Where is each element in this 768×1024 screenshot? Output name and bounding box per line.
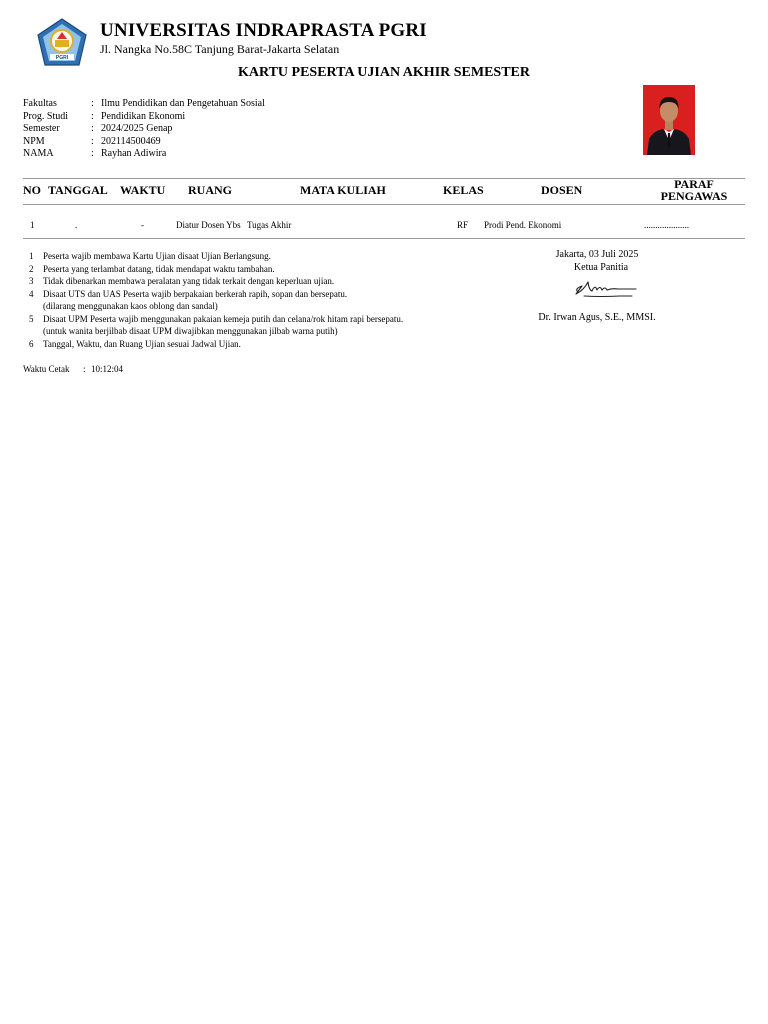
- row-ruang: Diatur Dosen Ybs: [176, 220, 241, 230]
- row-no: 1: [30, 220, 35, 230]
- info-row-semester: [23, 123, 265, 136]
- header-no: NO: [23, 183, 41, 197]
- rule-number: 1: [29, 251, 34, 261]
- university-address: Jl. Nangka No.58C Tanjung Barat-Jakarta Selatan: [100, 42, 340, 56]
- rule-item: [29, 275, 403, 288]
- rule-text: Tanggal, Waktu, dan Ruang Ujian sesuai Jadwal Ujian.: [43, 338, 241, 349]
- print-time-label: Waktu Cetak: [23, 364, 70, 374]
- signature-image: [570, 276, 642, 302]
- table-header-rule: [23, 204, 745, 205]
- row-waktu: -: [141, 220, 144, 230]
- info-value: Ilmu Pendidikan dan Pengetahuan Sosial: [101, 98, 265, 109]
- info-label: NAMA: [23, 148, 54, 159]
- header-paraf-pengawas: [652, 178, 736, 202]
- row-dosen: Prodi Pend. Ekonomi: [484, 220, 562, 230]
- rule-text: Peserta wajib membawa Kartu Ujian disaat Ujian Berlangsung.: [43, 251, 271, 261]
- info-value: Rayhan Adiwira: [101, 148, 167, 159]
- info-colon: :: [91, 123, 94, 134]
- signature-name: Dr. Irwan Agus, S.E., MMSI.: [538, 312, 656, 323]
- header-ruang: RUANG: [188, 183, 232, 197]
- row-tanggal: .: [75, 220, 78, 230]
- rule-number: 3: [29, 276, 34, 286]
- student-info: [23, 98, 265, 161]
- header-paraf-line2: PENGAWAS: [660, 189, 728, 203]
- rule-item: [29, 338, 403, 351]
- info-label: Prog. Studi: [23, 110, 69, 122]
- rule-text-block: [43, 313, 403, 338]
- table-top-rule: [23, 178, 745, 179]
- rule-item: [29, 288, 403, 313]
- rule-item: [29, 313, 403, 338]
- university-logo: [36, 18, 88, 68]
- rule-number: 6: [29, 338, 34, 349]
- info-colon: :: [91, 148, 94, 159]
- print-time-colon: :: [83, 364, 86, 374]
- rule-text: Tidak dibenarkan membawa peralatan yang tidak terkait dengan keperluan ujian.: [43, 276, 335, 286]
- rule-text: Disaat UPM Peserta wajib menggunakan pakaian kemeja putih dan celana/rok hitam rapi bersepatu.: [43, 313, 404, 324]
- info-label: Fakultas: [23, 98, 57, 109]
- rule-text: Peserta yang terlambat datang, tidak mendapat waktu tambahan.: [43, 263, 275, 274]
- info-row-npm: [23, 136, 265, 149]
- info-colon: :: [91, 110, 94, 122]
- row-paraf: ....................: [644, 220, 689, 230]
- signature-role: Ketua Panitia: [573, 262, 629, 273]
- print-time: [23, 364, 123, 374]
- rule-number: 5: [29, 313, 34, 324]
- header-tanggal: TANGGAL: [48, 183, 108, 197]
- signature-place-date: Jakarta, 03 Juli 2025: [555, 249, 639, 260]
- header-kelas: KELAS: [443, 183, 484, 197]
- header-mata-kuliah: MATA KULIAH: [300, 183, 386, 197]
- rule-number: 2: [29, 263, 34, 274]
- info-row-fakultas: [23, 98, 265, 111]
- student-photo: [643, 85, 695, 155]
- rule-subtext: (untuk wanita berjilbab disaat UPM diwajibkan menggunakan jilbab warna putih): [43, 326, 338, 336]
- info-colon: :: [91, 98, 94, 109]
- table-bottom-rule: [23, 238, 745, 239]
- header-dosen: DOSEN: [541, 183, 583, 197]
- rule-text: Disaat UTS dan UAS Peserta wajib berpakaian berkerah rapih, sopan dan bersepatu.: [43, 288, 348, 299]
- info-value: 2024/2025 Genap: [101, 123, 173, 134]
- info-row-nama: [23, 148, 265, 161]
- rules-list: [29, 250, 403, 350]
- rule-item: [29, 250, 403, 263]
- header-waktu: WAKTU: [120, 183, 166, 197]
- card-title: KARTU PESERTA UJIAN AKHIR SEMESTER: [237, 65, 531, 80]
- row-mata-kuliah: Tugas Akhir: [247, 220, 292, 230]
- info-colon: :: [91, 135, 94, 147]
- rule-item: [29, 263, 403, 276]
- info-value: 202114500469: [101, 135, 161, 147]
- header-paraf-line1: PARAF: [674, 177, 714, 191]
- row-kelas: RF: [457, 220, 469, 230]
- university-name: UNIVERSITAS INDRAPRASTA PGRI: [100, 20, 427, 41]
- info-row-prog-studi: [23, 111, 265, 124]
- info-label: NPM: [23, 135, 45, 147]
- info-value: Pendidikan Ekonomi: [101, 110, 186, 122]
- print-time-value: 10:12:04: [91, 364, 124, 374]
- svg-text:PGRI: PGRI: [55, 55, 69, 61]
- rule-number: 4: [29, 288, 34, 299]
- rule-subtext: (dilarang menggunakan kaos oblong dan sandal): [43, 301, 218, 311]
- rule-text-block: [43, 288, 347, 313]
- info-label: Semester: [23, 123, 60, 134]
